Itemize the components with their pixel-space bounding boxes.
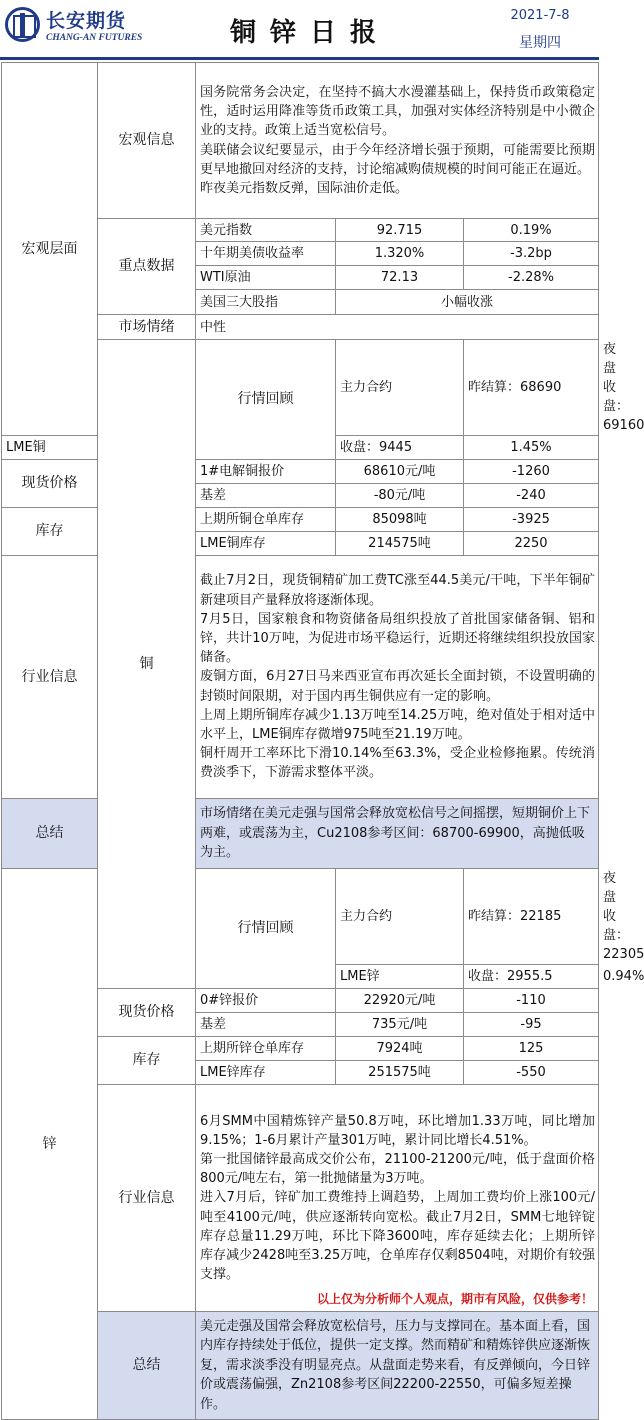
copper-basis-value: -80元/吨 xyxy=(336,484,464,508)
macro-info-para: 美联储会议纪要显示，由于今年经济增长强于预期，可能需要比预期更早地撤回对经济的支持，讨论缩减购债规模的时间可能正在逼近。 xyxy=(200,142,595,177)
copper-shfe-change: -3925 xyxy=(464,508,599,532)
zinc-lme-stock-name: LME锌库存 xyxy=(196,1061,336,1085)
zinc-industry-para: 6月SMM中国精炼锌产量50.8万吨，环比增加1.33万吨，同比增加9.15%；1-6月累计产量301万吨，累计同比增长4.51%。 xyxy=(200,1113,595,1148)
report-date: 2021-7-8 xyxy=(510,8,570,23)
zinc-stock-label: 库存 xyxy=(98,1037,196,1085)
copper-settle: 昨结算：68690 xyxy=(464,340,599,436)
zinc-main-contract: 主力合约 xyxy=(336,869,464,965)
data-name-cell: 美元指数 xyxy=(196,219,336,242)
us-stocks-value: 小幅收涨 xyxy=(336,290,599,315)
zinc-spot-change: -110 xyxy=(464,989,599,1013)
copper-lme-change: 1.45% xyxy=(464,436,599,460)
zinc-spot-value: 22920元/吨 xyxy=(336,989,464,1013)
data-name-cell: WTI原油 xyxy=(196,266,336,290)
zinc-shfe-change: 125 xyxy=(464,1037,599,1061)
zinc-lme-close: 收盘：2955.5 xyxy=(464,965,599,989)
copper-main-contract: 主力合约 xyxy=(336,340,464,436)
copper-lme-close: 收盘：9445 xyxy=(336,436,464,460)
logo-english: CHANG-AN FUTURES xyxy=(46,33,143,43)
zinc-spot-label: 现货价格 xyxy=(98,989,196,1037)
zinc-summary-text: 美元走强及国常会释放宽松信号，压力与支撑同在。基本面上看，国内库存持续处于低位，提供一定支撑。然而精矿和精炼锌供应逐渐恢复，需求淡季没有明显亮点。从盘面走势来看，有反弹倾向，今日锌价或震荡偏强，Zn2108参考区间22200-22550，可偏多短差操作。 xyxy=(196,1312,599,1420)
sentiment-value: 中性 xyxy=(196,315,599,340)
company-logo-icon xyxy=(5,7,40,42)
copper-basis-name: 基差 xyxy=(196,484,336,508)
sentiment-label: 市场情绪 xyxy=(98,315,196,340)
data-value-cell: 72.13 xyxy=(336,266,464,290)
copper-shfe-name: 上期所铜仓单库存 xyxy=(196,508,336,532)
data-value-cell: 92.715 xyxy=(336,219,464,242)
zinc-industry-text xyxy=(196,1085,599,1312)
key-data-label: 重点数据 xyxy=(98,219,196,315)
copper-industry-para: 截止7月2日，现货铜精矿加工费TC涨至44.5美元/干吨，下半年铜矿新建项目产量释放将逐渐体现。 xyxy=(200,573,595,608)
copper-shfe-value: 85098吨 xyxy=(336,508,464,532)
macro-section-label: 宏观层面 xyxy=(2,63,98,436)
zinc-lme-name: LME锌 xyxy=(336,965,464,989)
data-change-cell: -3.2bp xyxy=(464,242,599,266)
zinc-basis-value: 735元/吨 xyxy=(336,1013,464,1037)
us-stocks-name: 美国三大股指 xyxy=(196,290,336,315)
data-change-cell: 0.19% xyxy=(464,219,599,242)
zinc-spot-name: 0#锌报价 xyxy=(196,989,336,1013)
macro-info-label: 宏观信息 xyxy=(98,63,196,219)
zinc-basis-name: 基差 xyxy=(196,1013,336,1037)
copper-industry-text xyxy=(196,556,599,799)
zinc-section-label: 锌 xyxy=(2,869,98,1420)
copper-spot-change: -1260 xyxy=(464,460,599,484)
zinc-review-label: 行情回顾 xyxy=(196,869,336,989)
macro-info-para: 国务院常务会决定，在坚持不搞大水漫灌基础上，保持货币政策稳定性，适时运用降准等货币政策工具，加强对实体经济特别是中小微企业的支持。政策上适当宽松信号。 xyxy=(200,84,595,139)
copper-lme-stock-change: 2250 xyxy=(464,532,599,556)
copper-summary-text: 市场情绪在美元走强与国常会释放宽松信号之间摇摆，短期铜价上下两难，或震荡为主，Cu2108参考区间：68700-69900，高抛低吸为主。 xyxy=(196,799,599,869)
report-title: 铜锌日报 xyxy=(229,18,390,48)
data-name-cell: 十年期美债收益率 xyxy=(196,242,336,266)
copper-industry-para: 铜杆周开工率环比下滑10.14%至63.3%，受企业检修拖累。传统消费淡季下，下游需求整体平淡。 xyxy=(200,746,595,781)
copper-lme-stock-name: LME铜库存 xyxy=(196,532,336,556)
zinc-industry-label: 行业信息 xyxy=(98,1085,196,1312)
data-value-cell: 1.320% xyxy=(336,242,464,266)
report-weekday: 星期四 xyxy=(519,35,561,51)
disclaimer-footer: 以上仅为分析师个人观点，期市有风险，仅供参考！ xyxy=(316,1292,593,1306)
copper-industry-para: 7月5日，国家粮食和物资储备局组织投放了首批国家储备铜、铝和锌，共计10万吨，为促进市场平稳运行，近期还将继续组织投放国家储备。 xyxy=(200,611,595,666)
copper-stock-label: 库存 xyxy=(2,508,98,556)
zinc-settle: 昨结算：22185 xyxy=(464,869,599,965)
zinc-industry-para: 第一批国储锌最高成交价公布，21100-21200元/吨，低于盘面价格800元/吨左右，第一批抛储量为3万吨。 xyxy=(200,1151,595,1187)
copper-summary-label: 总结 xyxy=(2,799,98,869)
zinc-summary-label: 总结 xyxy=(98,1312,196,1420)
copper-industry-label: 行业信息 xyxy=(2,556,98,799)
copper-section-label: 铜 xyxy=(98,340,196,989)
copper-spot-label: 现货价格 xyxy=(2,460,98,508)
copper-spot-value: 68610元/吨 xyxy=(336,460,464,484)
zinc-shfe-name: 上期所锌仓单库存 xyxy=(196,1037,336,1061)
copper-lme-name: LME铜 xyxy=(2,436,98,460)
report-table: 宏观层面 宏观信息 国务院常务会决定，在坚持不搞大水漫灌基础上，保持货币政策稳定性，适时运用降准等货币政策工具，加强对实体经济特别是中小微企业的支持。政策上适当宽松信号。 美联储会议纪要显示，由于今年经济增长强于预期，可能需要比预期更早地撤回对经济的支持，讨论缩减购债规模的时间可能正在逼近。 昨夜美元指数反弹，国际油价走低。 重点数据 美元指数 92.715 0.19% 十年期美债收益率 1.320% -3.2bp WTI原油 72.13 -2.28% 美国三大股指 小幅收涨 市场情绪 中性 铜 行情回顾 主力合约 昨结算：68690 夜盘收盘：69160 LME铜 收盘：9445 1.45% 现货价格 1#电解铜报价 68610元/吨 -1260 基差 -80元/吨 -240 库存 上期所铜仓单库存 85098吨 -3925 LME铜库存 214575吨 2250 行业信息 截止7月2日，现货铜精矿加工费TC涨至44.5美元/干吨，下半年铜矿新建项目产量释放将逐渐体现。 7月5日，国家粮食和物资储备局组织投放了首批国家储备铜、铝和锌，共计10万吨，为促进市场平稳运行，近期还将继续组织投放国家储备。 废铜方面，6月27日马来西亚宣布再次延长全面封锁，不设置明确的封锁时间限期，对于国内再生铜供应有一定的影响。 上周上期所铜库存减少1.13万吨至14.25万吨，绝对值处于相对适中水平上，LME铜库存微增975吨至21.19万吨。 铜杆周开工率环比下滑10.14%至63.3%，受企业检修拖累。传统消费淡季下，下游需求整体平淡。 总结 市场情绪在美元走强与国常会释放宽松信号之间摇摆，短期铜价上下两难，或震荡为主，Cu2108参考区间：68700-69900，高抛低吸为主。 锌 行情回顾 主力合约 昨结算：22185 夜盘收盘：22305 LME锌 收盘：2955.5 0.94% 现货价格 0#锌报价 22920元/吨 -110 基差 735元/吨 -95 库存 上期所锌仓单库存 7924吨 125 LME锌库存 251575吨 -550 行业信息 6月SMM中国精炼锌产量50.8万吨，环比增加1.33万吨，同比增加9.15%；1-6月累计产量301万吨，累计同比增长4.51%。 第一批国储锌最高成交价公布，21100-21200元/吨，低于盘面价格800元/吨左右，第一批抛储量为3万吨。 进入7月后，锌矿加工费维持上调趋势，上周加工费均价上涨100元/吨至4100元/吨，供应逐渐转向宽松。截止7月2日，SMM七地锌锭库存总量11.29万吨，环比下降3600吨，库存延续去化；上期所锌库存减少2428吨至3.25万吨，仓单库存仅剩8504吨，对期价有较强支撑。 总结 美元走强及国常会释放宽松信号，压力与支撑同在。基本面上看，国内库存持续处于低位，提供一定支撑。然而精矿和精炼锌供应逐渐恢复，需求淡季没有明显亮点。从盘面走势来看，有反弹倾向，今日锌价或震荡偏强，Zn2108参考区间22200-22550，可偏多短差操作。 xyxy=(1,62,599,1420)
zinc-lme-stock-value: 251575吨 xyxy=(336,1061,464,1085)
logo-chinese: 长安期货 xyxy=(46,10,127,32)
macro-info-para: 昨夜美元指数反弹，国际油价走低。 xyxy=(200,180,409,196)
copper-basis-change: -240 xyxy=(464,484,599,508)
copper-industry-para: 上周上期所铜库存减少1.13万吨至14.25万吨，绝对值处于相对适中水平上，LME铜库存微增975吨至21.19万吨。 xyxy=(200,707,595,742)
copper-industry-para: 废铜方面，6月27日马来西亚宣布再次延长全面封锁，不设置明确的封锁时间限期，对于国内再生铜供应有一定的影响。 xyxy=(200,669,595,704)
zinc-basis-change: -95 xyxy=(464,1013,599,1037)
zinc-industry-para: 进入7月后，锌矿加工费维持上调趋势，上周加工费均价上涨100元/吨至4100元/吨，供应逐渐转向宽松。截止7月2日，SMM七地锌锭库存总量11.29万吨，环比下降3600吨，库存延续去化；上期所锌库存减少2428吨至3.25万吨，仓单库存仅剩8504吨，对期价有较强支撑。 xyxy=(200,1190,595,1283)
data-change-cell: -2.28% xyxy=(464,266,599,290)
zinc-shfe-value: 7924吨 xyxy=(336,1037,464,1061)
copper-lme-stock-value: 214575吨 xyxy=(336,532,464,556)
zinc-lme-stock-change: -550 xyxy=(464,1061,599,1085)
copper-review-label: 行情回顾 xyxy=(196,340,336,460)
copper-spot-name: 1#电解铜报价 xyxy=(196,460,336,484)
report-header xyxy=(0,0,599,60)
macro-info-text xyxy=(196,63,599,219)
